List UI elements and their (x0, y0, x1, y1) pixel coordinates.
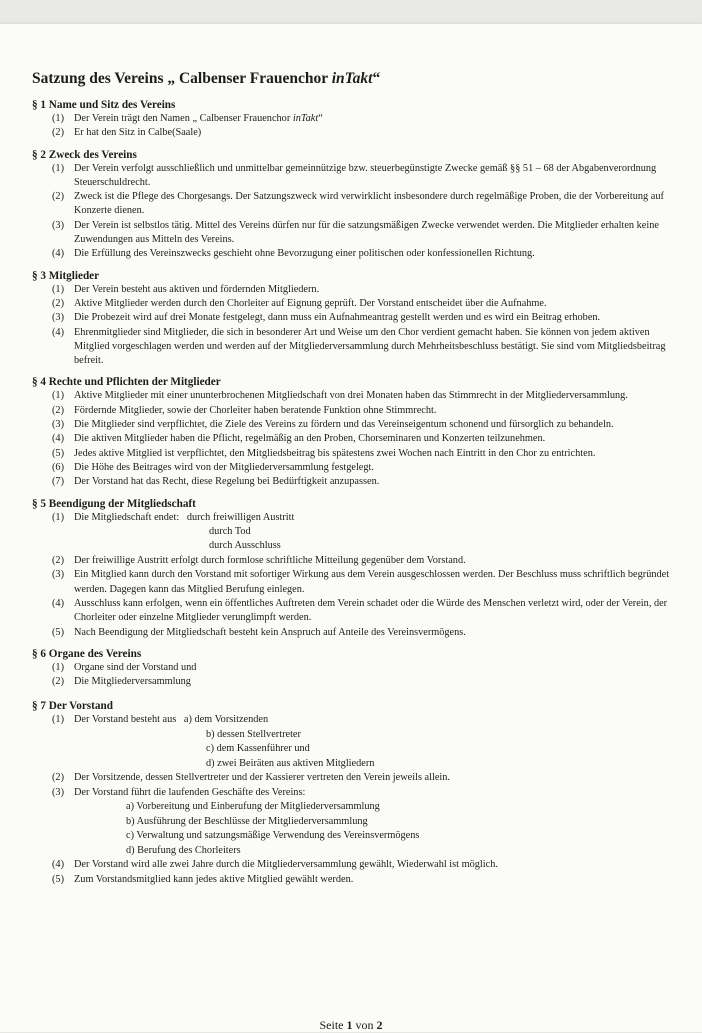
clause-number: (1) (52, 283, 65, 295)
clause-text: Ehrenmitglieder sind Mitglieder, die sich in besonderer Art und Weise um den Chor verdient gemacht haben. Sie können von jedem aktiven Mitglied vorgeschlagen werden und werden auf der Mitgliederversammlung durch Mehrheitsbeschluss bestätigt. Sie sind vom Mitgliedsbeitrag befreit. (74, 326, 666, 367)
sub-item: a) Vorbereitung und Einberufung der Mitgliederversammlung (126, 801, 380, 813)
section-4 (32, 375, 682, 489)
clause-number: (6) (52, 461, 65, 473)
clause-text: Ein Mitglied kann durch den Vorstand mit sofortiger Wirkung aus dem Verein ausgeschlossen werden. Der Beschluss muss schriftlich begründet werden. Dagegen kann das Mitglied Berufung einlegen. (74, 569, 670, 595)
section-heading: § 2 Zweck des Vereins (32, 148, 137, 161)
section-heading: § 6 Organe des Vereins (32, 647, 142, 660)
sub-item: d) Berufung des Chorleiters (126, 844, 241, 856)
clause (32, 247, 682, 261)
document-page (0, 24, 702, 1032)
clause-text: Der freiwillige Austritt erfolgt durch formlose schriftliche Mitteilung gegenüber dem Vorstand. (74, 555, 466, 567)
sub-item: a) dem Vorsitzenden (183, 714, 269, 726)
clause-number: (2) (52, 404, 65, 416)
clause (32, 404, 682, 418)
section-7 (32, 699, 682, 887)
clause-text: Die Höhe des Beitrages wird von der Mitgliederversammlung festgelegt. (74, 461, 374, 473)
clause (32, 626, 682, 640)
clause-text: Nach Beendigung der Mitgliedschaft besteht kein Anspruch auf Anteile des Vereinsvermögens. (74, 626, 466, 638)
clause-number: (1) (52, 162, 65, 174)
sub-item: d) zwei Beiräten aus aktiven Mitgliedern (206, 757, 375, 769)
clause-number: (2) (52, 676, 65, 688)
clause-text: Die Probezeit wird auf drei Monate festgelegt, dann muss ein Aufnahmeantrag gestellt werden und es wird ein Beitrag erhoben. (74, 312, 601, 324)
clause-number: (4) (52, 433, 65, 445)
title-text: Satzung des Vereins „ Calbenser Frauenchor (32, 70, 332, 87)
clause-text: Zum Vorstandsmitglied kann jedes aktive Mitglied gewählt werden. (74, 873, 354, 885)
clause (32, 771, 682, 785)
clause-number: (2) (52, 191, 65, 203)
clause (32, 713, 682, 771)
clause (32, 661, 682, 675)
clause-text: Aktive Mitglieder mit einer ununterbrochenen Mitgliedschaft von drei Monaten haben das Stimmrecht in der Mitgliederversammlung. (74, 390, 628, 402)
clause-text: Die Mitglieder sind verpflichtet, die Ziele des Vereins zu fördern und das Vereinseigentum schonend und fürsorglich zu behandeln. (74, 419, 614, 431)
clause (32, 597, 682, 626)
clause-number: (1) (52, 390, 65, 402)
clause (32, 786, 682, 859)
section-heading: § 4 Rechte und Pflichten der Mitglieder (32, 376, 221, 389)
clause-text: Ausschluss kann erfolgen, wenn ein öffentliches Auftreten dem Verein schadet oder die Würde des Menschen verletzt wird, oder der Verein, der Chorleiter oder einzelne Mitglieder verunglimpft werden. (74, 597, 668, 624)
clause-number: (1) (52, 661, 65, 673)
clause (32, 675, 682, 689)
clause-text: Die Erfüllung des Vereinszwecks geschieht ohne Bevorzugung einer politischen oder konfessionellen Richtung. (74, 248, 535, 260)
clause (32, 873, 682, 887)
section-2 (32, 148, 682, 262)
clause-number: (3) (52, 419, 65, 431)
clause-close-quote: “ (318, 113, 323, 124)
clause (32, 311, 682, 325)
clause (32, 568, 682, 597)
section-heading: § 1 Name und Sitz des Vereins (32, 99, 176, 111)
clause-number: (7) (52, 476, 65, 488)
clause-text: Fördernde Mitglieder, sowie der Chorleiter haben beratende Funktion ohne Stimmrecht. (74, 404, 437, 416)
clause (32, 190, 682, 219)
clause-number: (3) (52, 786, 65, 798)
clause-text: Der Vorstand wird alle zwei Jahre durch die Mitgliederversammlung gewählt, Wiederwahl ist möglich. (74, 859, 498, 871)
clause-text: Der Verein verfolgt ausschließlich und unmittelbar gemeinnützige bzw. steuerbegünstigte Zwecke gemäß §§ 51 – 68 der Abgabenverordnung Steuerschuldrecht. (74, 162, 657, 188)
clause (32, 389, 682, 403)
clause-number: (3) (52, 312, 65, 324)
sub-item: b) dessen Stellvertreter (206, 728, 301, 740)
clause-number: (3) (52, 219, 65, 231)
clause-text: Die aktiven Mitglieder haben die Pflicht, regelmäßig an den Proben, Chorseminaren und Konzerten teilzunehmen. (74, 433, 546, 445)
document-content (32, 70, 682, 894)
clause-text: Er hat den Sitz in Calbe(Saale) (74, 127, 202, 139)
title-italic: inTakt (331, 70, 373, 87)
section-heading: § 3 Mitglieder (32, 269, 100, 282)
clause-number: (5) (52, 873, 65, 885)
clause (32, 858, 682, 872)
page-footer (0, 1018, 702, 1033)
clause-text: Der Verein trägt den Namen „ Calbenser Frauenchor (74, 113, 293, 124)
clause-text: Organe sind der Vorstand und (74, 661, 197, 673)
clause (32, 554, 682, 568)
clause-number: (4) (52, 859, 65, 871)
clause-number: (1) (52, 714, 65, 726)
clause (32, 326, 682, 369)
clause-number: (2) (52, 297, 65, 309)
clause (32, 112, 682, 126)
sub-item: durch freiwilligen Austritt (186, 511, 295, 523)
footer-label: Seite (319, 1018, 347, 1032)
clause-number: (2) (52, 772, 65, 784)
clause (32, 126, 682, 140)
clause-number: (2) (52, 127, 65, 139)
clause (32, 283, 682, 297)
clause (32, 219, 682, 248)
clause-text: Aktive Mitglieder werden durch den Chorleiter auf Eignung geprüft. Der Vorstand entscheidet über die Aufnahme. (74, 297, 547, 309)
clause (32, 511, 682, 554)
clause (32, 418, 682, 432)
clause-text: Die Mitgliederversammlung (74, 676, 191, 688)
clause-number: (3) (52, 569, 65, 581)
clause-number: (5) (52, 626, 65, 638)
clause-text: Der Vorsitzende, dessen Stellvertreter und der Kassierer vertreten den Verein jeweils allein. (74, 772, 450, 784)
section-heading: § 7 Der Vorstand (32, 700, 113, 713)
document-title (32, 70, 682, 88)
clause-text: Der Verein ist selbstlos tätig. Mittel des Vereins dürfen nur für die satzungsmäßigen Zwecke verwendet werden. Die Mitglieder erhalten keine Zuwendungen aus Mitteln des Vereins. (74, 219, 659, 246)
clause-number: (2) (52, 555, 65, 567)
clause-number: (4) (52, 248, 65, 260)
clause-text: Zweck ist die Pflege des Chorgesangs. Der Satzungszweck wird verwirklicht insbesondere durch regelmäßige Proben, die der Vorbereitung auf Konzerte dienen. (74, 191, 664, 217)
clause-text: Der Verein besteht aus aktiven und fördernden Mitgliedern. (74, 283, 320, 295)
section-1 (32, 98, 682, 141)
sub-item: c) Verwaltung und satzungsmäßige Verwendung des Vereinsvermögens (126, 830, 420, 842)
sub-item: durch Ausschluss (209, 540, 281, 552)
total-page-number: 2 (376, 1018, 383, 1032)
clause-italic: inTakt (292, 113, 319, 124)
clause (32, 162, 682, 191)
clause (32, 432, 682, 446)
section-6 (32, 647, 682, 690)
clause-number: (4) (52, 597, 65, 609)
clause-number: (5) (52, 447, 65, 459)
clause-number: (1) (52, 113, 65, 124)
title-close-quote: “ (372, 70, 381, 87)
clause (32, 297, 682, 311)
clause-text: Jedes aktive Mitglied ist verpflichtet, den Mitgliedsbeitrag bis spätestens zwei Wochen nach Eintritt in den Chor zu entrichten. (74, 447, 596, 459)
sub-item: b) Ausführung der Beschlüsse der Mitgliederversammlung (126, 815, 368, 827)
clause-number: (1) (52, 511, 65, 523)
clause (32, 447, 682, 461)
clause-text: Der Vorstand führt die laufenden Geschäfte des Vereins: (74, 786, 306, 798)
clause-text: Der Vorstand besteht aus (74, 714, 177, 726)
clause (32, 475, 682, 489)
section-5 (32, 497, 682, 640)
section-3 (32, 269, 682, 369)
clause-number: (4) (52, 326, 65, 338)
section-heading: § 5 Beendigung der Mitgliedschaft (32, 497, 196, 510)
clause (32, 461, 682, 475)
sub-item: durch Tod (209, 525, 251, 537)
current-page-number: 1 (346, 1018, 353, 1032)
clause-text: Die Mitgliedschaft endet: (74, 511, 180, 523)
sub-item: c) dem Kassenführer und (206, 743, 310, 755)
footer-separator: von (352, 1018, 377, 1032)
clause-text: Der Vorstand hat das Recht, diese Regelung bei Bedürftigkeit anzupassen. (74, 476, 380, 488)
